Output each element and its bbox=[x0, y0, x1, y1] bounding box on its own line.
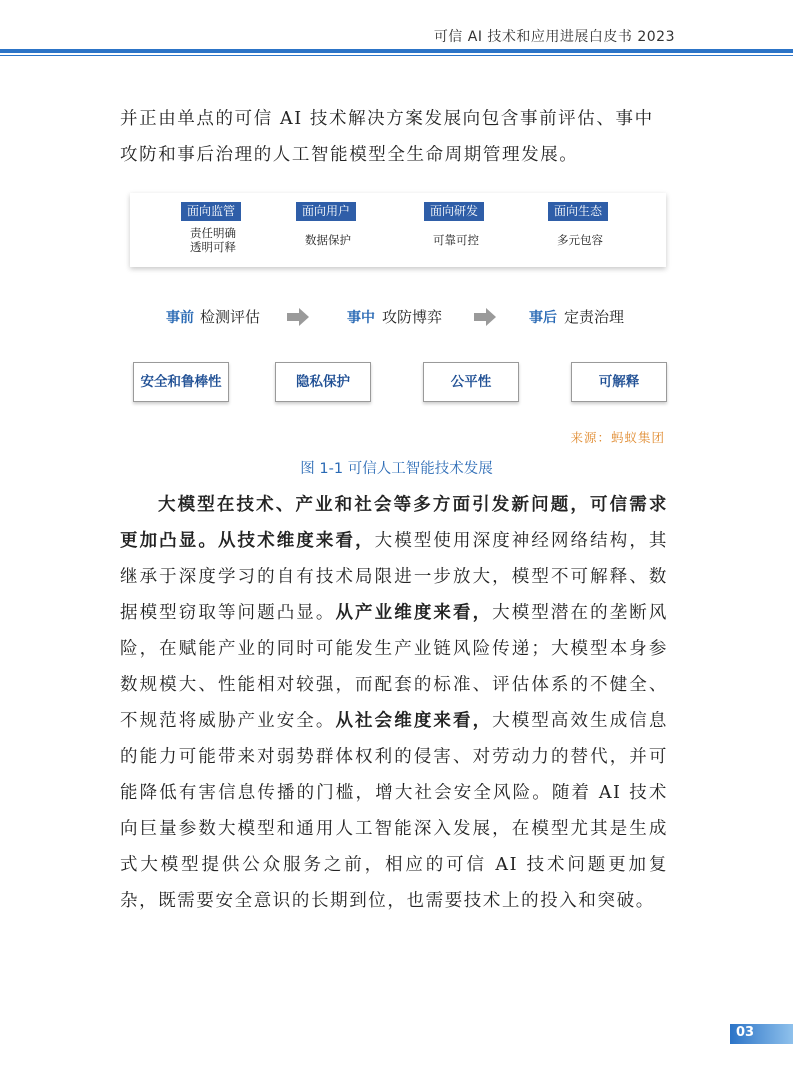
intro-paragraph: 并正由单点的可信 AI 技术解决方案发展向包含事前评估、事中攻防和事后治理的人工智能模型全生命周期管理发展。 bbox=[120, 109, 654, 165]
audience-tag-rnd: 面向研发 bbox=[424, 202, 484, 221]
audience-sub: 数据保护 bbox=[305, 233, 351, 247]
header-rule-thin bbox=[0, 55, 793, 56]
body-paragraph bbox=[120, 487, 668, 919]
stage-key: 事中 bbox=[347, 310, 375, 326]
figure-source: 来源：蚂蚁集团 bbox=[570, 430, 665, 445]
figure-caption: 图 1-1 可信人工智能技术发展 bbox=[300, 461, 493, 477]
audience-sub bbox=[173, 226, 253, 254]
pillar-fairness: 公平性 bbox=[423, 362, 519, 402]
audience-tag-users: 面向用户 bbox=[296, 202, 356, 221]
stage-key: 事后 bbox=[529, 310, 557, 326]
stage-value: 定责治理 bbox=[564, 308, 625, 326]
figure-audience-panel bbox=[130, 193, 666, 267]
audience-sub: 可靠可控 bbox=[433, 233, 479, 247]
bold-text: 从技术维度来看， bbox=[217, 531, 375, 551]
bold-text: 大模型在技术、产业和社会等多方面引发新问题，可信需求更加凸显。 bbox=[120, 495, 668, 551]
pillar-robustness: 安全和鲁棒性 bbox=[133, 362, 229, 402]
stage-key: 事前 bbox=[166, 310, 194, 326]
page-number: 03 bbox=[736, 1025, 755, 1040]
arrow-right-icon bbox=[474, 307, 496, 327]
audience-tag-ecosystem: 面向生态 bbox=[548, 202, 608, 221]
pillar-privacy: 隐私保护 bbox=[275, 362, 371, 402]
page-number-bar bbox=[730, 1024, 793, 1044]
bold-text: 从产业维度来看， bbox=[335, 603, 493, 623]
arrow-right-icon bbox=[287, 307, 309, 327]
header-rule bbox=[0, 49, 793, 53]
audience-sub: 多元包容 bbox=[557, 233, 603, 247]
body-text: 大模型潜在的垄断风险，在赋能产业的同时可能发生产业链风险传递；大模型本身参数规模大、性能相对较强，而配套的标准、评估体系的不健全、不规范将威胁产业安全。 bbox=[120, 603, 668, 731]
audience-sub-line: 责任明确 bbox=[190, 226, 236, 240]
body-text: 大模型使用深度神经网络结构，其继承于深度学习的自有技术局限进一步放大，模型不可解释、数据模型窃取等问题凸显。 bbox=[120, 531, 669, 623]
body-text: 大模型高效生成信息的能力可能带来对弱势群体权利的侵害、对劳动力的替代，并可能降低有害信息传播的门槛，增大社会安全风险。随着 AI 技术向巨量参数大模型和通用人工智能深入发展，在模型尤其是生成式大模型提供公众服务之前，相应的可信 AI 技术问题更加复杂，既需要安全意识的长期到位，也需要技术上的投入和突破。 bbox=[120, 711, 668, 911]
bold-text: 从社会维度来看， bbox=[335, 711, 493, 731]
stage-value: 检测评估 bbox=[200, 308, 261, 326]
pillar-explainability: 可解释 bbox=[571, 362, 667, 402]
header-title: 可信 AI 技术和应用进展白皮书 2023 bbox=[433, 29, 675, 45]
stage-value: 攻防博弈 bbox=[382, 308, 443, 326]
lifecycle-stages bbox=[0, 302, 793, 330]
audience-tag-regulation: 面向监管 bbox=[181, 202, 241, 221]
audience-sub-line: 透明可释 bbox=[190, 240, 236, 254]
